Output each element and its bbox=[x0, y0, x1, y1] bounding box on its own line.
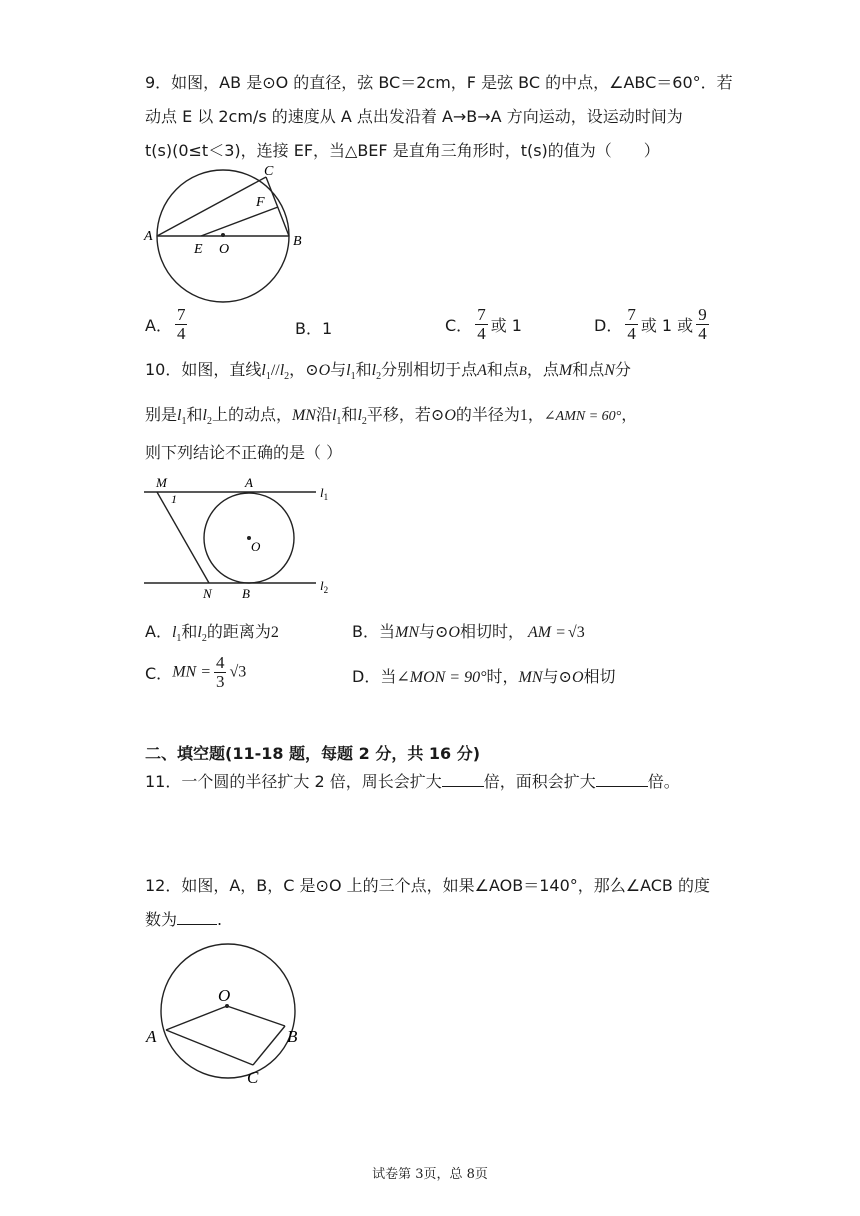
q10-segment-mn bbox=[157, 492, 209, 583]
q9-option-d: D． $\frac{7}{4}$ 或 1 或 $\frac{9}{4}$ bbox=[594, 305, 707, 343]
q10-label-m: M bbox=[156, 475, 167, 490]
q10-label-a: A bbox=[245, 475, 253, 490]
q12-line1: 12．如图，A，B，C 是⊙O 上的三个点，如果∠AOB＝140°，那么∠ACB 的度 bbox=[145, 876, 710, 895]
q10-option-c: C．MN = $\frac{4}{3}$ √3 bbox=[145, 653, 247, 691]
q12-label-c: C bbox=[247, 1068, 259, 1087]
q10-line1: 10．如图，直线$l_1//l_2$，⊙O与$l_1$和$l_2$分别相切于点A和点B，点M和点N分 bbox=[145, 360, 631, 383]
q9-line2: 动点 E 以 2cm/s 的速度从 A 点出发沿着 A→B→A 方向运动，设运动时间为 bbox=[145, 107, 683, 126]
q9-label-b: B bbox=[293, 234, 302, 249]
q10-line3: 则下列结论不正确的是（ ） bbox=[145, 443, 343, 462]
q10-option-b: B．当MN与⊙O相切时， AM = √3 bbox=[352, 622, 585, 641]
q12-figure bbox=[140, 935, 310, 1090]
q10-option-d: D．当∠MON = 90°时，MN与⊙O相切 bbox=[352, 667, 616, 686]
q9-figure bbox=[140, 160, 315, 310]
q10-option-a: A．$l_1$和$l_2$的距离为2 bbox=[145, 622, 279, 645]
q9-segment-ef bbox=[201, 207, 278, 236]
q10-label-o: O bbox=[251, 539, 261, 554]
q9-option-c: C． $\frac{7}{4}$ 或 1 bbox=[445, 305, 522, 343]
q10-figure bbox=[140, 472, 340, 602]
q9-label-c: C bbox=[264, 164, 274, 179]
q9-label-f: F bbox=[256, 195, 265, 210]
q9-label-e: E bbox=[194, 242, 203, 257]
q12-label-o: O bbox=[218, 986, 231, 1005]
q12-circle bbox=[161, 944, 295, 1078]
page-footer: 试卷第 3页，总 8页 bbox=[372, 1167, 488, 1182]
q9-label-o: O bbox=[219, 242, 230, 257]
q12-line2: 数为 . bbox=[145, 910, 223, 929]
q10-label-l2: $l_2$ bbox=[320, 578, 329, 595]
q9-center-dot bbox=[221, 233, 225, 237]
q12-label-a: A bbox=[146, 1027, 157, 1046]
q10-label-b: B bbox=[242, 586, 250, 601]
q9-label-a: A bbox=[144, 229, 153, 244]
q10-label-l1: $l_1$ bbox=[320, 485, 329, 502]
q9-chord-ac bbox=[157, 177, 266, 236]
q12-segment-oa bbox=[166, 1006, 227, 1030]
q11-text: 11．一个圆的半径扩大 2 倍，周长会扩大 倍，面积会扩大 倍。 bbox=[145, 772, 680, 791]
q9-option-a: A． $\frac{7}{4}$ bbox=[145, 305, 186, 343]
q12-segment-ac bbox=[166, 1030, 253, 1065]
q9-line1: 9．如图，AB 是⊙O 的直径，弦 BC＝2cm，F 是弦 BC 的中点，∠ABC＝60°．若 bbox=[145, 73, 733, 92]
q10-line2: 别是$l_1$和$l_2$上的动点，MN沿$l_1$和$l_2$平移，若⊙O的半径为1，∠AMN = 60°， bbox=[145, 405, 638, 428]
q12-segment-ob bbox=[227, 1006, 285, 1026]
q12-label-b: B bbox=[287, 1027, 298, 1046]
q9-line3: t(s)(0≤t＜3)，连接 EF，当△BEF 是直角三角形时，t(s)的值为（ ） bbox=[145, 141, 660, 160]
q10-label-1: 1 bbox=[171, 492, 177, 506]
q11-blank-1 bbox=[442, 786, 484, 787]
q10-label-n: N bbox=[203, 586, 212, 601]
section-heading: 二、填空题(11-18 题，每题 2 分，共 16 分) bbox=[145, 744, 481, 763]
q12-blank bbox=[177, 924, 217, 925]
q9-option-b: B．1 bbox=[295, 319, 333, 338]
q11-blank-2 bbox=[596, 786, 648, 787]
q12-segment-bc bbox=[253, 1026, 285, 1065]
